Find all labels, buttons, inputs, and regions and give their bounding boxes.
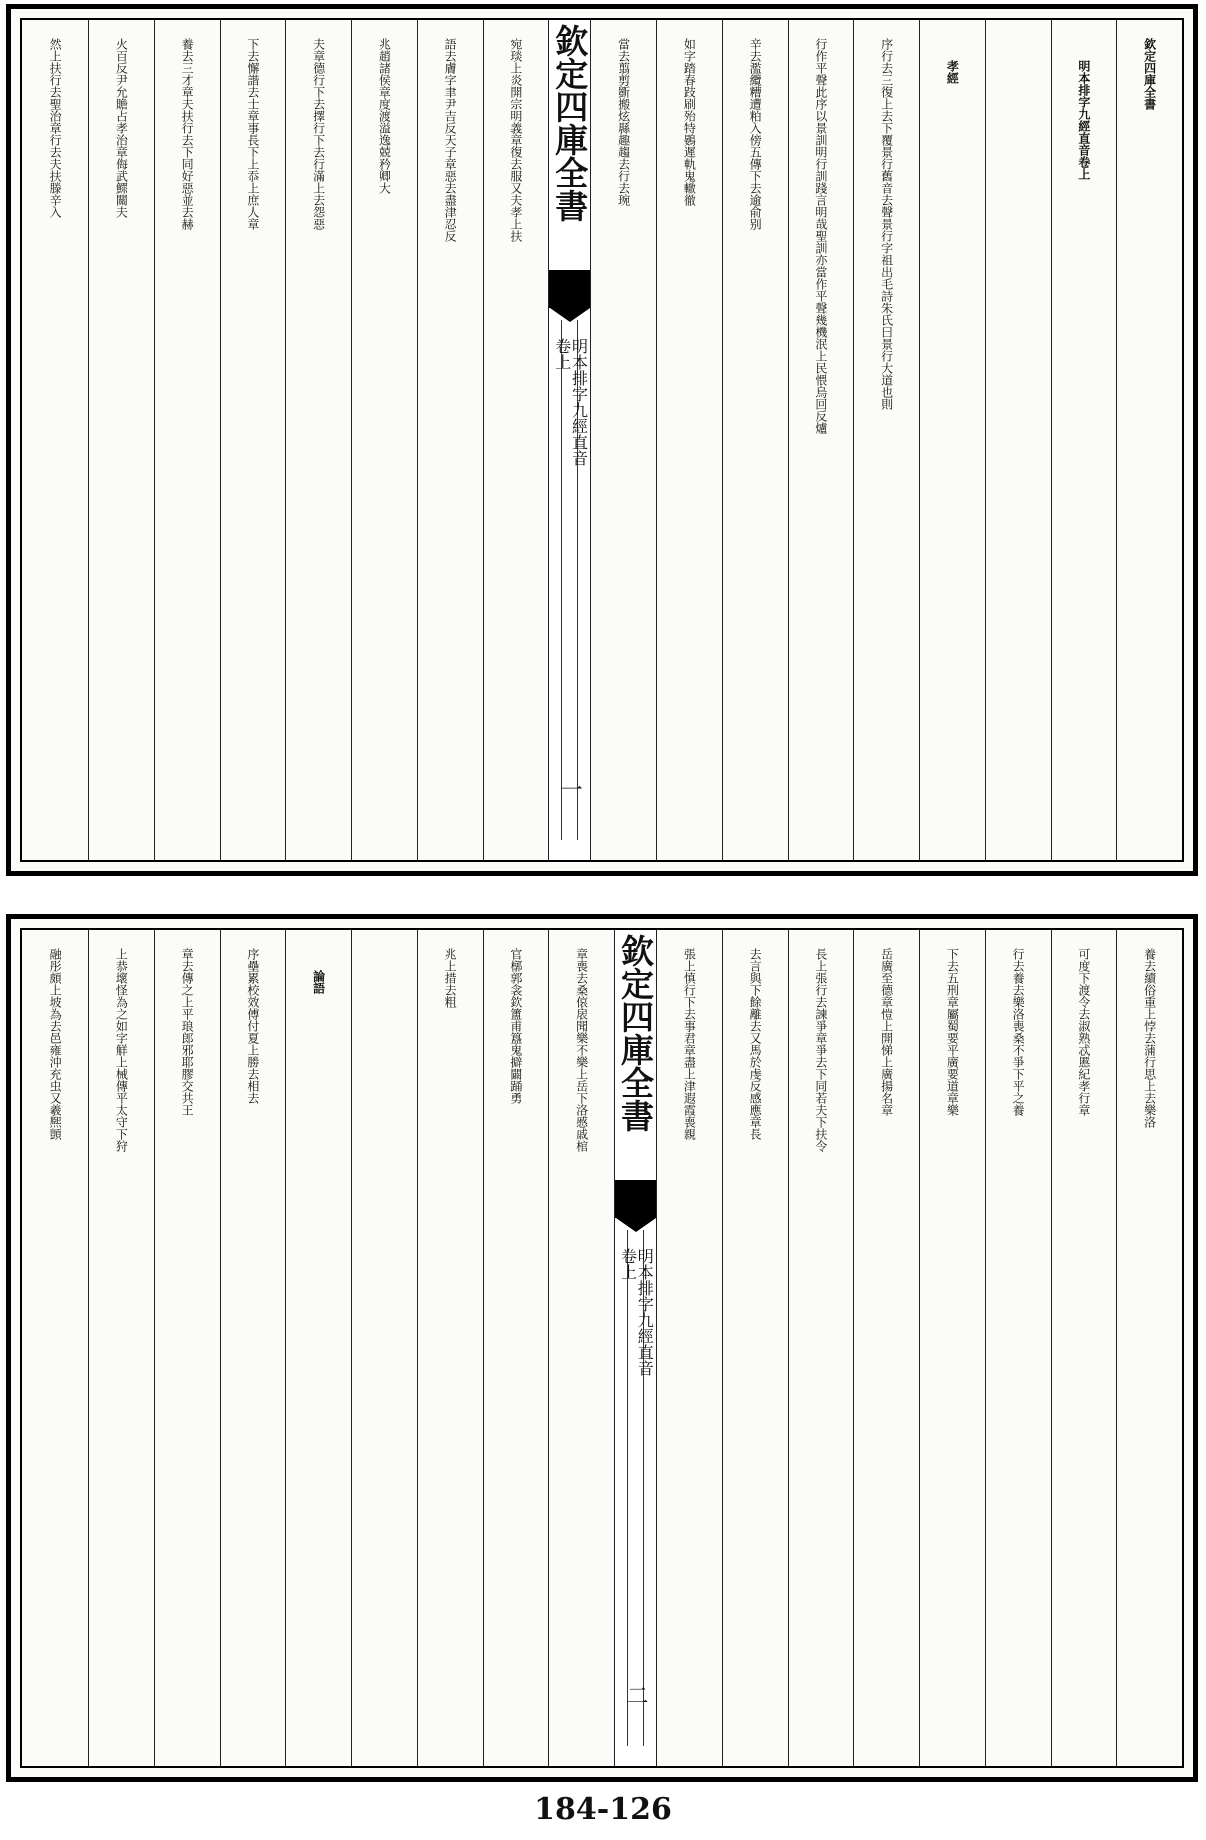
text-column bbox=[154, 20, 220, 860]
column-text: 下去懈諧去士章事長下上忝上庶人章 bbox=[245, 38, 260, 230]
column-text: 然上扶行去聖治章行去夫扶滕辛入 bbox=[48, 38, 63, 218]
fold-book-title: 明本排字九經直音 卷上 bbox=[552, 338, 589, 466]
column-text: 辛去濫纜糟遭粕入傍五傳下去逾俞别 bbox=[748, 38, 763, 230]
text-column bbox=[154, 930, 220, 1766]
column-text: 可度下渡令去淑熟忒慝紀孝行章 bbox=[1076, 948, 1091, 1116]
text-column bbox=[88, 20, 154, 860]
fold-title: 欽定四庫全書 bbox=[616, 934, 655, 1132]
text-column bbox=[1051, 20, 1117, 860]
upper-page-columns bbox=[20, 18, 1184, 862]
text-column bbox=[853, 930, 919, 1766]
center-fold bbox=[614, 930, 656, 1766]
text-column bbox=[483, 20, 549, 860]
page-number-footer: 184-126 bbox=[534, 1792, 672, 1827]
upper-page bbox=[6, 4, 1198, 876]
text-column bbox=[88, 930, 154, 1766]
column-text: 序壘累校效傅付夏上勝去相去 bbox=[245, 948, 260, 1104]
text-column bbox=[656, 20, 722, 860]
column-text: 官槨郭衾欽簠甫簋鬼擗闢踊勇 bbox=[508, 948, 523, 1104]
column-text: 下去五刑章屬蜀要平廣要道章樂 bbox=[945, 948, 960, 1116]
column-text: 養去三才章夫扶行去下同好惡並去赫 bbox=[180, 38, 195, 230]
fold-book-title: 明本排字九經直音 卷上 bbox=[618, 1248, 655, 1376]
text-column bbox=[22, 20, 88, 860]
text-column bbox=[788, 930, 854, 1766]
column-text: 夫章德行下去擇行下去行滿上去怨惡 bbox=[311, 38, 326, 230]
column-text: 如字踏春跂刷殆特鷃遲軌鬼轍徹 bbox=[682, 38, 697, 206]
fishtail-mark bbox=[549, 270, 590, 308]
fold-title: 欽定四庫全書 bbox=[550, 24, 590, 222]
column-text: 張上慎行下去事君章盡上津遐霞喪親 bbox=[682, 948, 697, 1140]
text-column bbox=[285, 930, 351, 1766]
text-column bbox=[417, 20, 483, 860]
text-column bbox=[919, 20, 985, 860]
text-column bbox=[1051, 930, 1117, 1766]
text-column bbox=[985, 930, 1051, 1766]
text-column bbox=[548, 930, 614, 1766]
text-column bbox=[1116, 20, 1182, 860]
text-column bbox=[220, 930, 286, 1766]
center-fold bbox=[548, 20, 590, 860]
column-text: 上恭壞怪為之如字觧上械傳平太守下狩 bbox=[114, 948, 129, 1152]
column-text: 兆趙諸侯章度渡溢逸兢矜卿大 bbox=[377, 38, 392, 194]
text-column bbox=[220, 20, 286, 860]
text-column bbox=[1116, 930, 1182, 1766]
text-column bbox=[590, 20, 656, 860]
column-text: 章喪去桑偯扆聞樂不樂上岳下洛慼戚棺 bbox=[574, 948, 589, 1152]
text-column bbox=[722, 20, 788, 860]
column-text: 火百反尹允贍占孝治章侮武鰥關夫 bbox=[114, 38, 129, 218]
text-column bbox=[656, 930, 722, 1766]
column-text: 長上張行去諫爭章爭去下同若夫下扶令 bbox=[813, 948, 828, 1152]
text-column bbox=[853, 20, 919, 860]
column-text: 章去傳之上平琅郎邪耶膠交共王 bbox=[180, 948, 195, 1116]
text-column bbox=[285, 20, 351, 860]
text-column bbox=[22, 930, 88, 1766]
column-text: 宛琰上炎開宗明義章復去服又夫孝上扶 bbox=[508, 38, 523, 242]
fishtail-mark bbox=[615, 1180, 656, 1218]
lower-page-columns bbox=[20, 928, 1184, 1768]
text-column bbox=[483, 930, 549, 1766]
lower-page bbox=[6, 914, 1198, 1782]
column-text: 融彤頗上坡為去邑雍沖充虫又羲熈顗 bbox=[48, 948, 63, 1140]
column-text: 養去續俗重上悖去蒲行思上去樂洛 bbox=[1142, 948, 1157, 1128]
column-text: 去言與下餘離去又馬於虔反感應章長 bbox=[748, 948, 763, 1140]
column-text: 孝經 bbox=[945, 60, 960, 84]
text-column bbox=[351, 20, 417, 860]
text-column bbox=[788, 20, 854, 860]
column-text: 欽定四庫全書 bbox=[1142, 38, 1157, 110]
fold-page-number: 二 bbox=[623, 1684, 648, 1706]
text-column bbox=[722, 930, 788, 1766]
column-text: 行作平聲此序以景訓明行訓踐言明哉聖訓亦當作平聲幾機泯上民愄烏回反爐 bbox=[813, 38, 828, 434]
column-text: 明本排字九經直音卷上 bbox=[1076, 60, 1091, 180]
text-column bbox=[919, 930, 985, 1766]
column-text: 兆上措去粗 bbox=[443, 948, 458, 1008]
text-column bbox=[351, 930, 417, 1766]
column-text: 語去膚字聿尹吉反天子章惡去盡津忍反 bbox=[443, 38, 458, 242]
text-column bbox=[985, 20, 1051, 860]
column-text: 岳廣至德章愷上開悌上廣揚名章 bbox=[879, 948, 894, 1116]
column-text: 當去翦剪斵搬炫縣趣趨去行去琬 bbox=[616, 38, 631, 206]
text-column bbox=[417, 930, 483, 1766]
fold-page-number: 一 bbox=[557, 778, 583, 800]
column-text: 論語 bbox=[311, 970, 326, 994]
column-text: 序行去三復上去下覆景行舊音去聲景行字祖出毛詩朱氏曰景行大道也則 bbox=[879, 38, 894, 410]
column-text: 行去養去樂洛喪桑不爭下平之養 bbox=[1011, 948, 1026, 1116]
